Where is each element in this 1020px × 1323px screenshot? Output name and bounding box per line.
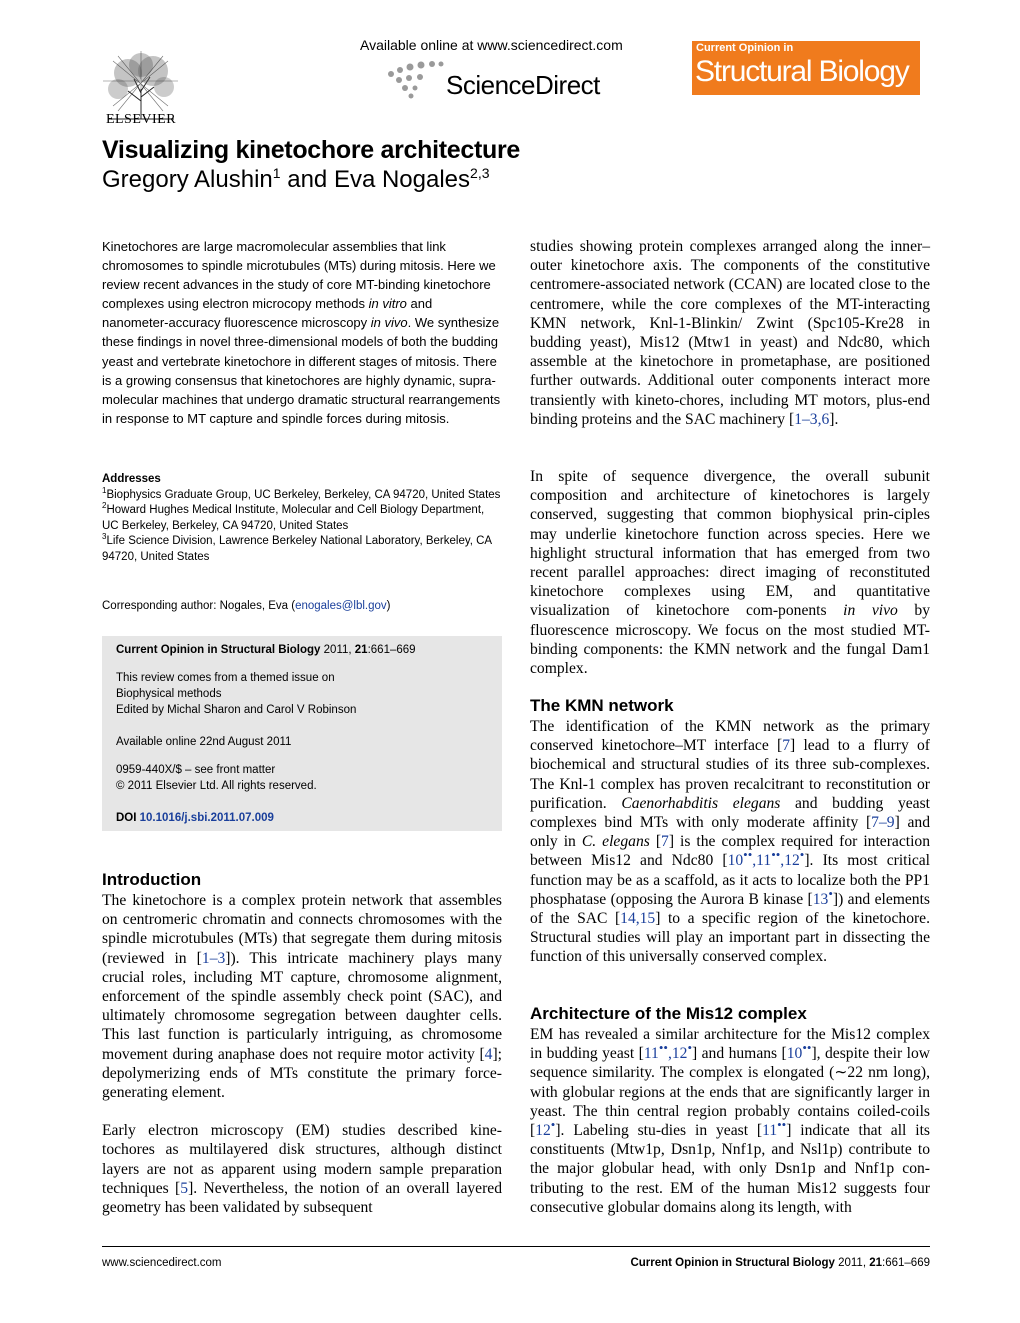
- address-number: 1: [102, 485, 107, 495]
- introduction-body: [102, 891, 502, 1217]
- authors-and: and: [280, 166, 334, 193]
- themed-issue-line2: Biophysical methods: [116, 688, 222, 700]
- address-text: Life Science Division, Lawrence Berkeley National Laboratory, Berkeley, CA 94720, United States: [102, 535, 492, 563]
- ref-link[interactable]: 1–3,6: [794, 410, 830, 428]
- ref-link[interactable]: 10••: [786, 1040, 812, 1063]
- ref-link[interactable]: 11••,12•: [643, 1040, 692, 1063]
- ref-link[interactable]: 10••,11••,12•: [727, 847, 805, 870]
- footer-volume: 21: [869, 1257, 883, 1269]
- issn-line: 0959-440X/$ – see front matter: [116, 764, 276, 776]
- article-title: Visualizing kinetochore architecture: [102, 136, 521, 164]
- journal-badge: [692, 41, 920, 95]
- corresponding-email-link[interactable]: enogales@lbl.gov: [295, 600, 387, 612]
- corresponding-close: ): [386, 600, 391, 612]
- footer-divider: [102, 1246, 930, 1247]
- citation-journal: Current Opinion in Structural Biology: [116, 644, 321, 656]
- doi-label: DOI: [116, 812, 140, 824]
- ref-link[interactable]: 11••: [762, 1116, 787, 1140]
- ref-link[interactable]: 7–9: [871, 814, 895, 832]
- corresponding-author: [102, 598, 504, 614]
- themed-issue-line1: This review comes from a themed issue on: [116, 672, 335, 684]
- address-text: Howard Hughes Medical Institute, Molecular and Cell Biology Department, UC Berkeley, Berkeley, CA 94720, United States: [102, 504, 485, 532]
- publisher-name: ELSEVIER: [105, 112, 177, 127]
- ref-link[interactable]: 13•: [812, 885, 833, 908]
- address-number: 2: [102, 501, 107, 511]
- footer-website[interactable]: www.sciencedirect.com: [102, 1257, 222, 1269]
- footer-journal: Current Opinion in Structural Biology: [630, 1257, 835, 1269]
- journal-badge-line1: Current Opinion in: [696, 42, 794, 54]
- section-heading-introduction: Introduction: [102, 870, 202, 889]
- body-paragraph: In spite of sequence divergence, the overall subunit composition and architecture of kinetochores is largely conserved, suggesting that common biophysical prin-ciples may underlie kinetochore function across species. Here we highlight structural information that has emerged from two recent parallel approaches: direct imaging of reconstituted kinetochore complexes using EM, and quantitative visualization of kinetochore com-ponents in vivo by fluorescence microscopy. We focus on the most studied MT-binding components: the KMN network and the fungal Dam1 complex.: [530, 468, 930, 678]
- authors: [102, 166, 490, 194]
- footer-year: 2011,: [834, 1257, 870, 1269]
- mis12-body: EM has revealed a similar architecture for the Mis12 complex in budding yeast [11••,12•] and humans [10••], despite their low sequence similarity. The complex is elongated (∼22 nm long), with globular regions at the ends that are significantly larger in yeast. The thin central region probably contains coiled-coils [12•]. Labeling stu-dies in yeast [11••] indicate that all its constituents (Mtw1p, Dsn1p, Nnf1p, and Nsl1p) contribute to the major globular head, with only Dsn1p and Nnf1p con-tributing to the rest. EM of the human Mis12 suggests four consecutive globular domains along its length, with: [530, 1026, 931, 1216]
- ref-link[interactable]: 4: [484, 1045, 493, 1063]
- kmn-body: The identification of the KMN network as the primary conserved kinetochore–MT interface [7] lead to a flurry of biochemical and structural studies of its three sub-complexes. The Knl-1 complex has proven recalcitrant to reconstitution or purification. Caenorhabditis elegans and budding yeast complexes bind MTs with only moderate affinity [7–9] and only in C. elegans [7] is the complex required for interaction between Mis12 and Ndc80 [10••,11••,12•]. Its most critical function may be as a scaffold, as it acts to localize both the PP1 phosphatase (opposing the Aurora B kinase [13•]) and elements of the SAC [14,15] to a specific region of the kinetochore. Structural studies will play an important part in dissecting the function of this universally conserved complex.: [530, 718, 931, 966]
- citation-pages: :661–669: [367, 644, 416, 656]
- intro-paragraph-2: Early electron microscopy (EM) studies described kine-tochores as multilayered disk structures, although distinct layers are not as apparent using modern sample preparation techniques [5]. Nevertheless, the notion of an overall layered geometry has been validated by subsequent: [102, 1122, 502, 1217]
- doi-link[interactable]: 10.1016/j.sbi.2011.07.009: [139, 812, 274, 824]
- sciencedirect-dots-logo: [385, 56, 445, 100]
- available-online-date: Available online 22nd August 2011: [116, 736, 292, 748]
- ref-link[interactable]: 5: [180, 1179, 189, 1197]
- available-online-text: Available online at www.sciencedirect.com: [360, 37, 623, 53]
- author-1-affiliation: 1: [272, 165, 281, 181]
- footer-pages: :661–669: [882, 1257, 930, 1269]
- author-2-affiliation: 2,3: [470, 165, 490, 181]
- address-item: [102, 534, 504, 565]
- journal-badge-line2: Structural Biology: [695, 55, 909, 88]
- themed-issue-editors: Edited by Michal Sharon and Carol V Robinson: [116, 704, 357, 716]
- ref-link[interactable]: 7: [782, 737, 791, 755]
- author-1: Gregory Alushin: [102, 166, 273, 193]
- section-heading-kmn: The KMN network: [530, 696, 674, 715]
- abstract: Kinetochores are large macromolecular assemblies that link chromosomes to spindle microtubules (MTs) during mitosis. Here we review recent advances in the study of core MT-binding kinetochore complexes using electron microcopy methods in vitro and nanometer-accuracy fluorescence microscopy in vivo. We synthesize these findings in novel three-dimensional models of both the budding yeast and vertebrate kinetochore in different stages of mitosis. There is a growing consensus that kinetochores are highly dynamic, supra-molecular machines that undergo dramatic structural rearrangements in response to MT capture and spindle forces during mitosis.: [102, 239, 501, 426]
- address-item: [102, 485, 504, 504]
- body-paragraph-continued: studies showing protein complexes arranged along the inner–outer kinetochore axis. The components of the constitutive centromere-associated network (CCAN) are located close to the centromere, while the core complexes of the MT-interacting KMN network, Knl-1-Blinkin/ Zwint (Spc105-Kre28 in budding yeast), Mis12 (Mtw1 in yeast) and Ndc80, which assemble at the kinetochore in prometaphase, are positioned further outwards. Additional outer components interact more transiently with kineto-chores, including MT motors, plus-end binding proteins and the SAC machinery [1–3,6].: [530, 238, 930, 428]
- address-item: [102, 503, 504, 534]
- addresses-heading: Addresses: [102, 473, 161, 485]
- ref-link[interactable]: 14,15: [620, 910, 656, 928]
- address-text: Biophysics Graduate Group, UC Berkeley, Berkeley, CA 94720, United States: [106, 488, 501, 501]
- ref-link[interactable]: 7: [661, 833, 669, 851]
- citation-volume: 21: [354, 644, 368, 656]
- citation-year: 2011,: [320, 644, 355, 656]
- author-2: Eva Nogales: [333, 166, 471, 193]
- intro-paragraph-1: The kinetochore is a complex protein network that assembles on centromeric chromatin and connects chromosomes with the spindle microtubules (MTs) that segregate them during mitosis (reviewed in [1–3]). This intricate machinery plays many crucial roles, including MT capture, chromosome alignment, enforcement of the spindle assembly check point (SAC), and ultimately chromosome segregation between daughter cells. This last function is particularly intriguing, as chromosome movement during anaphase does not require motor activity [4]; depolymerizing ends of MTs constitute the primary force-generating element.: [102, 892, 503, 1102]
- corresponding-label: Corresponding author: Nogales, Eva (: [102, 600, 296, 612]
- footer-citation: [630, 1257, 930, 1269]
- copyright-line: © 2011 Elsevier Ltd. All rights reserved.: [116, 780, 317, 792]
- ref-link[interactable]: 1–3: [201, 949, 226, 967]
- article-info-box: [102, 636, 502, 831]
- ref-link[interactable]: 12•: [535, 1116, 556, 1140]
- addresses: [102, 472, 504, 566]
- sciencedirect-logo-text: ScienceDirect: [446, 70, 600, 100]
- section-heading-mis12: Architecture of the Mis12 complex: [530, 1004, 807, 1023]
- citation-line: [116, 642, 416, 658]
- doi-line: [116, 810, 274, 826]
- address-number: 3: [102, 532, 107, 542]
